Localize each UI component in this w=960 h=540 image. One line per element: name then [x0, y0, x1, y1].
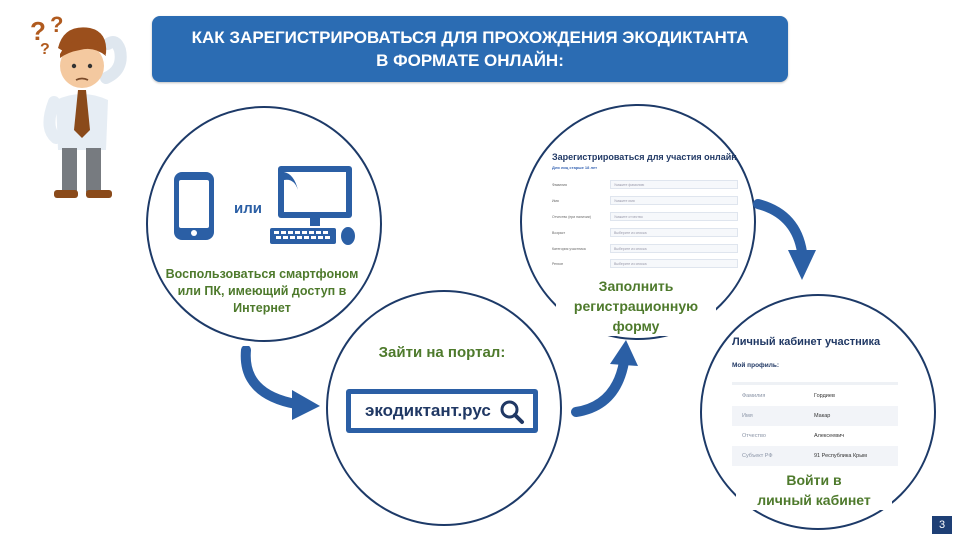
cabinet-title: Личный кабинет участника [732, 336, 881, 348]
profile-key: Фамилия [742, 393, 766, 399]
form-field-input[interactable]: Выберите из списка [610, 244, 738, 253]
flow-arrow-1 [236, 346, 328, 422]
step3-text [556, 276, 716, 336]
profile-key: Отчество [742, 433, 766, 439]
form-field-row [552, 196, 752, 208]
flow-arrow-3 [750, 196, 826, 286]
profile-row [732, 446, 898, 466]
form-field-row [552, 244, 752, 256]
step4-text [736, 470, 892, 510]
form-field-row [552, 259, 752, 271]
portal-url: экодиктант.рус [365, 401, 491, 420]
step4-text-line1: Войти в [786, 472, 842, 488]
search-icon [499, 399, 525, 425]
form-field-input[interactable]: Выберите из списка [610, 259, 738, 268]
profile-row [732, 406, 898, 426]
step1-text-line3: Интернет [233, 301, 291, 315]
profile-row [732, 426, 898, 446]
form-field-input[interactable]: Укажите фамилию [610, 180, 738, 189]
form-subtitle: Для лиц старше 18 лет [552, 165, 598, 170]
title-line1: КАК ЗАРЕГИСТРИРОВАТЬСЯ ДЛЯ ПРОХОЖДЕНИЯ ЭКОДИКТАНТА [191, 28, 749, 47]
smartphone-icon [172, 170, 216, 242]
step4-text-line2: личный кабинет [757, 492, 871, 508]
profile-row [732, 386, 898, 406]
form-field-label: Регион [552, 262, 564, 266]
profile-value: Алексеевич [814, 433, 845, 439]
profile-key: Субъект РФ [742, 453, 773, 459]
form-field-input[interactable]: Выберите из списка [610, 228, 738, 237]
form-field-label: Отчество (при наличии) [552, 215, 591, 219]
step3-text-line2: регистрационную [573, 298, 699, 314]
registration-form-preview [552, 152, 752, 272]
step1-text [160, 266, 364, 317]
svg-text:?: ? [40, 41, 50, 58]
cabinet-preview [732, 336, 902, 476]
form-field-input[interactable]: Укажите отчество [610, 212, 738, 221]
form-title: Зарегистрироваться для участия онлайн [552, 152, 737, 162]
portal-search-box[interactable] [346, 389, 538, 433]
step1-text-line1: Воспользоваться смартфоном [165, 267, 359, 281]
step1-text-line2: или ПК, имеющий доступ в [177, 284, 347, 298]
step3-text-line3: форму [612, 318, 660, 334]
form-field-input[interactable]: Укажите имя [610, 196, 738, 205]
slide-number: 3 [932, 516, 952, 534]
profile-label: Мой профиль: [732, 362, 780, 369]
step2-title: Зайти на портал: [378, 344, 506, 361]
thinking-man-illustration [24, 10, 134, 200]
title-line2: В ФОРМАТЕ ОНЛАЙН: [376, 51, 564, 70]
form-field-row [552, 212, 752, 224]
step3-text-line1: Заполнить [598, 278, 674, 294]
form-field-row [552, 180, 752, 192]
form-field-label: Категория участника [552, 247, 586, 251]
form-field-label: Фамилия [552, 183, 567, 187]
desktop-pc-icon [264, 164, 360, 248]
svg-text:?: ? [30, 16, 46, 46]
form-field-label: Имя [552, 199, 559, 203]
svg-text:?: ? [50, 12, 64, 37]
profile-value: 91 Республика Крым [814, 453, 867, 459]
form-field-label: Возраст [552, 231, 566, 235]
title-banner [152, 16, 788, 82]
or-label: или [234, 200, 262, 217]
form-field-row [552, 228, 752, 240]
flow-arrow-2 [570, 338, 642, 418]
profile-key: Имя [742, 413, 753, 419]
profile-value: Макар [814, 413, 831, 419]
profile-value: Гордиев [814, 393, 835, 399]
